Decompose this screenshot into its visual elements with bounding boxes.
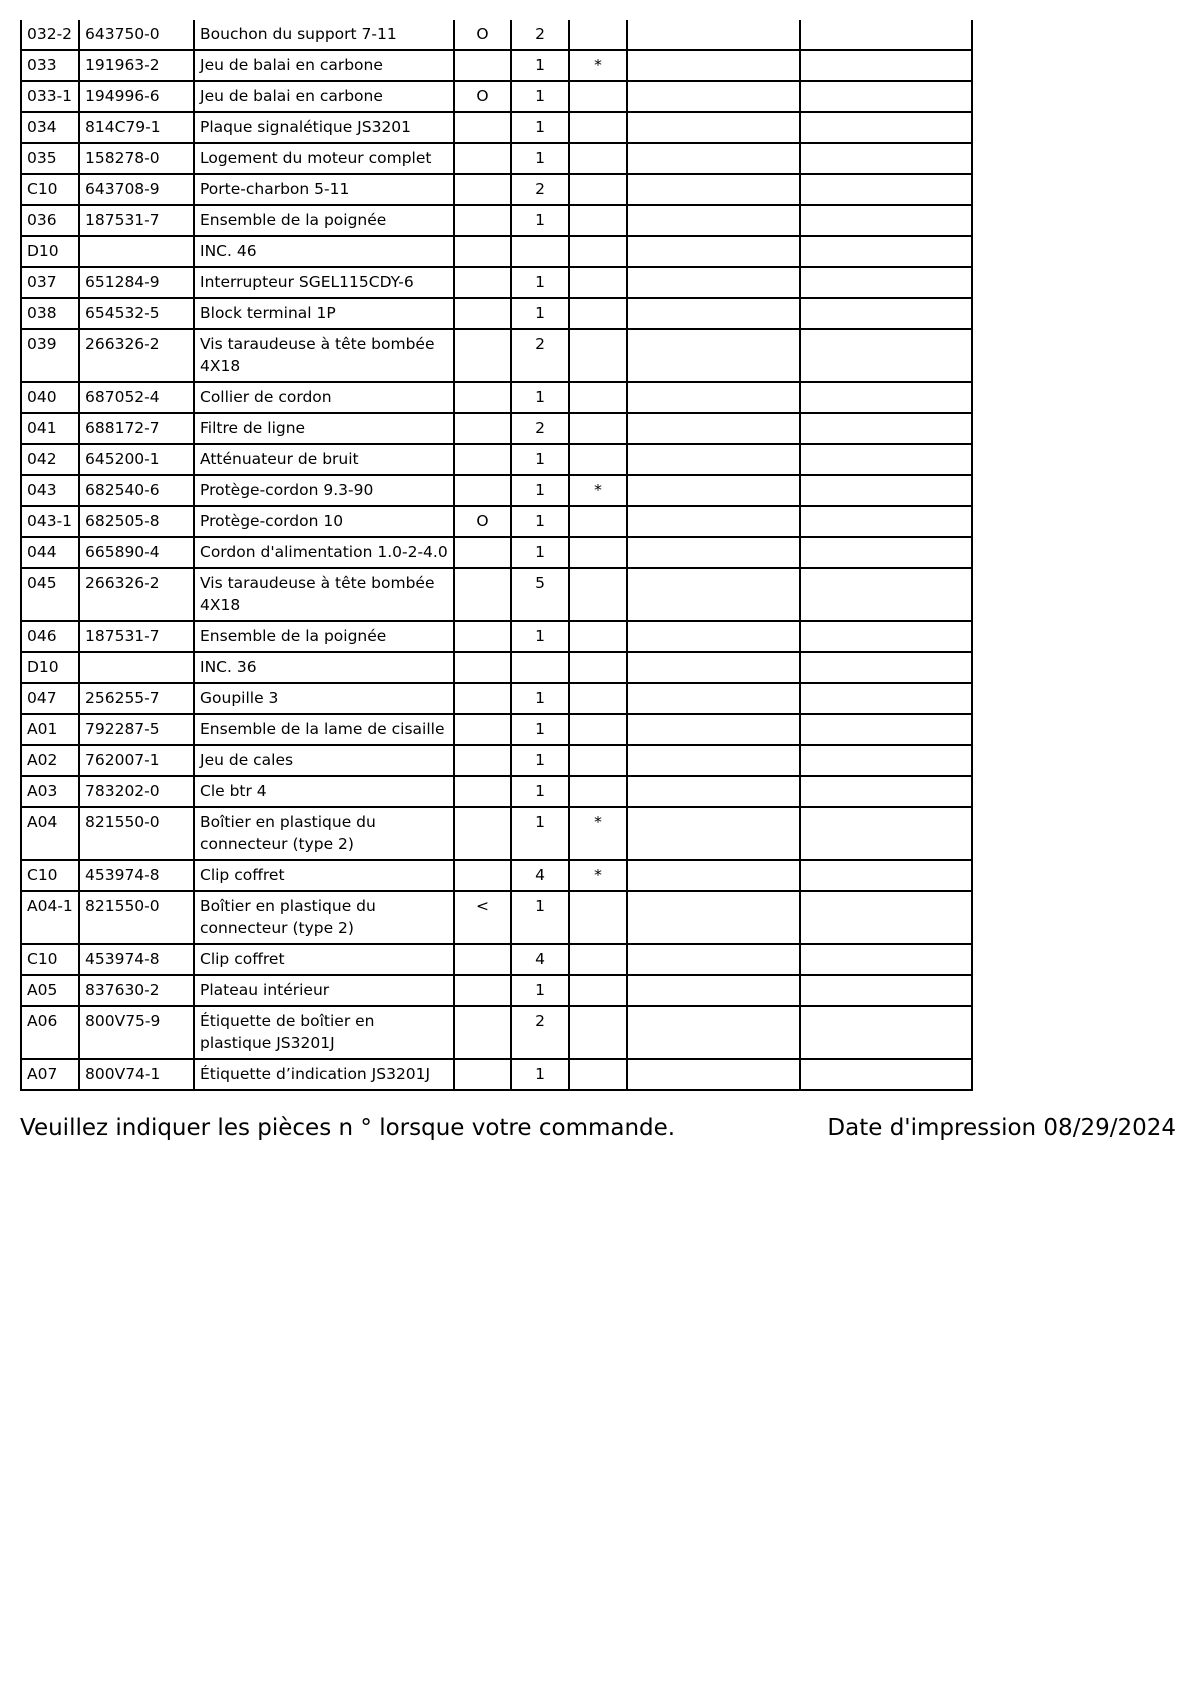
description-cell: Interrupteur SGEL115CDY-6 [194, 267, 454, 298]
part-number-cell: 256255-7 [79, 683, 194, 714]
option-cell [454, 50, 511, 81]
part-number-cell: 821550-0 [79, 807, 194, 860]
description-cell: Porte-charbon 5-11 [194, 174, 454, 205]
ref-cell: 037 [21, 267, 79, 298]
note-cell [569, 236, 627, 267]
ref-cell: 035 [21, 143, 79, 174]
quantity-cell: 1 [511, 776, 569, 807]
empty-cell [627, 475, 800, 506]
description-cell: Protège-cordon 10 [194, 506, 454, 537]
empty-cell [800, 652, 972, 683]
empty-cell [800, 944, 972, 975]
part-number-cell: 688172-7 [79, 413, 194, 444]
quantity-cell: 1 [511, 267, 569, 298]
note-cell: * [569, 860, 627, 891]
table-row [21, 205, 972, 236]
quantity-cell: 1 [511, 112, 569, 143]
table-row [21, 891, 972, 944]
empty-cell [627, 506, 800, 537]
note-cell [569, 891, 627, 944]
note-cell [569, 81, 627, 112]
quantity-cell: 1 [511, 205, 569, 236]
part-number-cell: 814C79-1 [79, 112, 194, 143]
parts-table-body [21, 20, 972, 1090]
empty-cell [800, 891, 972, 944]
quantity-cell: 5 [511, 568, 569, 621]
empty-cell [800, 444, 972, 475]
table-row [21, 267, 972, 298]
option-cell [454, 944, 511, 975]
empty-cell [627, 382, 800, 413]
quantity-cell: 2 [511, 20, 569, 50]
ref-cell: 033-1 [21, 81, 79, 112]
ref-cell: 042 [21, 444, 79, 475]
ref-cell: C10 [21, 944, 79, 975]
note-cell [569, 444, 627, 475]
ref-cell: A02 [21, 745, 79, 776]
quantity-cell: 1 [511, 143, 569, 174]
empty-cell [800, 174, 972, 205]
description-cell: Clip coffret [194, 944, 454, 975]
note-cell [569, 298, 627, 329]
note-cell [569, 621, 627, 652]
quantity-cell: 1 [511, 621, 569, 652]
empty-cell [627, 329, 800, 382]
empty-cell [800, 776, 972, 807]
ref-cell: 044 [21, 537, 79, 568]
part-number-cell: 643708-9 [79, 174, 194, 205]
empty-cell [800, 267, 972, 298]
option-cell: O [454, 81, 511, 112]
description-cell: Plateau intérieur [194, 975, 454, 1006]
ref-cell: 033 [21, 50, 79, 81]
option-cell [454, 714, 511, 745]
empty-cell [800, 50, 972, 81]
empty-cell [800, 807, 972, 860]
part-number-cell: 453974-8 [79, 860, 194, 891]
note-cell [569, 537, 627, 568]
ref-cell: 043 [21, 475, 79, 506]
table-row [21, 382, 972, 413]
option-cell [454, 1059, 511, 1090]
empty-cell [800, 236, 972, 267]
option-cell [454, 413, 511, 444]
quantity-cell: 1 [511, 714, 569, 745]
option-cell [454, 568, 511, 621]
description-cell: Jeu de balai en carbone [194, 50, 454, 81]
note-cell [569, 944, 627, 975]
table-row [21, 413, 972, 444]
option-cell [454, 205, 511, 236]
description-cell: Boîtier en plastique du connecteur (type 2) [194, 891, 454, 944]
table-row [21, 50, 972, 81]
empty-cell [800, 413, 972, 444]
empty-cell [800, 1006, 972, 1059]
description-cell: Étiquette d’indication JS3201J [194, 1059, 454, 1090]
note-cell [569, 329, 627, 382]
option-cell [454, 382, 511, 413]
empty-cell [627, 1006, 800, 1059]
quantity-cell: 1 [511, 683, 569, 714]
empty-cell [627, 205, 800, 236]
ref-cell: A06 [21, 1006, 79, 1059]
empty-cell [800, 683, 972, 714]
option-cell [454, 174, 511, 205]
quantity-cell: 1 [511, 891, 569, 944]
note-cell [569, 205, 627, 236]
quantity-cell: 4 [511, 944, 569, 975]
note-cell [569, 683, 627, 714]
empty-cell [800, 112, 972, 143]
ref-cell: A01 [21, 714, 79, 745]
option-cell [454, 652, 511, 683]
note-cell [569, 745, 627, 776]
empty-cell [627, 745, 800, 776]
ref-cell: 046 [21, 621, 79, 652]
option-cell [454, 1006, 511, 1059]
option-cell: O [454, 506, 511, 537]
description-cell: Filtre de ligne [194, 413, 454, 444]
empty-cell [800, 20, 972, 50]
empty-cell [627, 683, 800, 714]
part-number-cell: 191963-2 [79, 50, 194, 81]
part-number-cell: 651284-9 [79, 267, 194, 298]
empty-cell [627, 652, 800, 683]
option-cell [454, 621, 511, 652]
ref-cell: A05 [21, 975, 79, 1006]
empty-cell [627, 143, 800, 174]
part-number-cell: 800V75-9 [79, 1006, 194, 1059]
part-number-cell: 645200-1 [79, 444, 194, 475]
part-number-cell: 187531-7 [79, 205, 194, 236]
note-cell [569, 267, 627, 298]
empty-cell [627, 413, 800, 444]
part-number-cell: 792287-5 [79, 714, 194, 745]
order-instruction-note: Veuillez indiquer les pièces n ° lorsque votre commande. [20, 1115, 676, 1141]
part-number-cell: 837630-2 [79, 975, 194, 1006]
table-row [21, 944, 972, 975]
table-row [21, 714, 972, 745]
part-number-cell: 762007-1 [79, 745, 194, 776]
description-cell: Goupille 3 [194, 683, 454, 714]
quantity-cell: 2 [511, 174, 569, 205]
table-row [21, 860, 972, 891]
table-row [21, 506, 972, 537]
note-cell [569, 382, 627, 413]
empty-cell [800, 382, 972, 413]
empty-cell [627, 537, 800, 568]
empty-cell [627, 1059, 800, 1090]
option-cell [454, 267, 511, 298]
part-number-cell: 654532-5 [79, 298, 194, 329]
table-row [21, 621, 972, 652]
option-cell [454, 807, 511, 860]
table-row [21, 683, 972, 714]
option-cell [454, 975, 511, 1006]
note-cell [569, 506, 627, 537]
empty-cell [800, 205, 972, 236]
note-cell [569, 776, 627, 807]
table-row [21, 1059, 972, 1090]
empty-cell [627, 944, 800, 975]
empty-cell [800, 1059, 972, 1090]
ref-cell: D10 [21, 236, 79, 267]
table-row [21, 174, 972, 205]
empty-cell [627, 975, 800, 1006]
ref-cell: 034 [21, 112, 79, 143]
empty-cell [800, 506, 972, 537]
ref-cell: C10 [21, 174, 79, 205]
quantity-cell: 1 [511, 807, 569, 860]
empty-cell [800, 568, 972, 621]
option-cell [454, 537, 511, 568]
option-cell: < [454, 891, 511, 944]
part-number-cell: 783202-0 [79, 776, 194, 807]
empty-cell [800, 714, 972, 745]
empty-cell [800, 475, 972, 506]
table-row [21, 537, 972, 568]
option-cell [454, 112, 511, 143]
ref-cell: 045 [21, 568, 79, 621]
parts-table [20, 20, 973, 1091]
ref-cell: 036 [21, 205, 79, 236]
quantity-cell: 4 [511, 860, 569, 891]
part-number-cell: 665890-4 [79, 537, 194, 568]
part-number-cell: 453974-8 [79, 944, 194, 975]
description-cell: Protège-cordon 9.3-90 [194, 475, 454, 506]
empty-cell [627, 50, 800, 81]
print-date: Date d'impression 08/29/2024 [827, 1115, 1176, 1141]
description-cell: Jeu de balai en carbone [194, 81, 454, 112]
empty-cell [627, 267, 800, 298]
empty-cell [627, 81, 800, 112]
table-row [21, 236, 972, 267]
quantity-cell: 1 [511, 50, 569, 81]
quantity-cell: 1 [511, 81, 569, 112]
empty-cell [627, 444, 800, 475]
note-cell [569, 652, 627, 683]
description-cell: Clip coffret [194, 860, 454, 891]
option-cell: O [454, 20, 511, 50]
table-row [21, 568, 972, 621]
ref-cell: C10 [21, 860, 79, 891]
ref-cell: A04-1 [21, 891, 79, 944]
empty-cell [627, 860, 800, 891]
part-number-cell: 800V74-1 [79, 1059, 194, 1090]
empty-cell [627, 298, 800, 329]
quantity-cell: 1 [511, 298, 569, 329]
option-cell [454, 444, 511, 475]
empty-cell [800, 975, 972, 1006]
description-cell: Vis taraudeuse à tête bombée 4X18 [194, 568, 454, 621]
ref-cell: 040 [21, 382, 79, 413]
empty-cell [800, 621, 972, 652]
note-cell: * [569, 807, 627, 860]
option-cell [454, 745, 511, 776]
table-row [21, 776, 972, 807]
table-row [21, 112, 972, 143]
ref-cell: 032-2 [21, 20, 79, 50]
option-cell [454, 298, 511, 329]
note-cell [569, 1006, 627, 1059]
quantity-cell: 1 [511, 506, 569, 537]
ref-cell: D10 [21, 652, 79, 683]
note-cell: * [569, 475, 627, 506]
ref-cell: 047 [21, 683, 79, 714]
description-cell: Cle btr 4 [194, 776, 454, 807]
empty-cell [627, 621, 800, 652]
option-cell [454, 860, 511, 891]
note-cell [569, 714, 627, 745]
part-number-cell: 643750-0 [79, 20, 194, 50]
table-row [21, 20, 972, 50]
part-number-cell: 194996-6 [79, 81, 194, 112]
option-cell [454, 683, 511, 714]
empty-cell [800, 143, 972, 174]
empty-cell [627, 236, 800, 267]
empty-cell [627, 20, 800, 50]
quantity-cell: 2 [511, 329, 569, 382]
table-row [21, 329, 972, 382]
quantity-cell: 1 [511, 975, 569, 1006]
option-cell [454, 475, 511, 506]
quantity-cell: 2 [511, 413, 569, 444]
empty-cell [800, 81, 972, 112]
note-cell [569, 174, 627, 205]
quantity-cell [511, 652, 569, 683]
quantity-cell: 1 [511, 475, 569, 506]
option-cell [454, 776, 511, 807]
ref-cell: A03 [21, 776, 79, 807]
ref-cell: A04 [21, 807, 79, 860]
quantity-cell: 1 [511, 1059, 569, 1090]
part-number-cell: 682540-6 [79, 475, 194, 506]
empty-cell [627, 174, 800, 205]
note-cell [569, 568, 627, 621]
empty-cell [627, 568, 800, 621]
quantity-cell: 1 [511, 382, 569, 413]
table-row [21, 975, 972, 1006]
empty-cell [800, 860, 972, 891]
description-cell: Jeu de cales [194, 745, 454, 776]
table-row [21, 81, 972, 112]
note-cell [569, 20, 627, 50]
note-cell [569, 975, 627, 1006]
description-cell: Boîtier en plastique du connecteur (type 2) [194, 807, 454, 860]
note-cell [569, 413, 627, 444]
empty-cell [627, 807, 800, 860]
description-cell: Ensemble de la poignée [194, 621, 454, 652]
part-number-cell: 158278-0 [79, 143, 194, 174]
part-number-cell: 266326-2 [79, 329, 194, 382]
quantity-cell: 1 [511, 745, 569, 776]
table-row [21, 444, 972, 475]
empty-cell [800, 745, 972, 776]
table-row [21, 652, 972, 683]
table-row [21, 1006, 972, 1059]
empty-cell [627, 776, 800, 807]
empty-cell [800, 298, 972, 329]
description-cell: Bouchon du support 7-11 [194, 20, 454, 50]
description-cell: Atténuateur de bruit [194, 444, 454, 475]
part-number-cell [79, 236, 194, 267]
description-cell: Étiquette de boîtier en plastique JS3201J [194, 1006, 454, 1059]
note-cell [569, 143, 627, 174]
quantity-cell: 1 [511, 444, 569, 475]
option-cell [454, 236, 511, 267]
note-cell [569, 112, 627, 143]
table-row [21, 298, 972, 329]
table-row [21, 807, 972, 860]
quantity-cell: 1 [511, 537, 569, 568]
description-cell: Plaque signalétique JS3201 [194, 112, 454, 143]
ref-cell: 043-1 [21, 506, 79, 537]
ref-cell: A07 [21, 1059, 79, 1090]
empty-cell [627, 714, 800, 745]
option-cell [454, 143, 511, 174]
empty-cell [627, 891, 800, 944]
ref-cell: 038 [21, 298, 79, 329]
quantity-cell: 2 [511, 1006, 569, 1059]
note-cell [569, 1059, 627, 1090]
description-cell: INC. 46 [194, 236, 454, 267]
table-row [21, 745, 972, 776]
description-cell: Block terminal 1P [194, 298, 454, 329]
description-cell: Vis taraudeuse à tête bombée 4X18 [194, 329, 454, 382]
ref-cell: 041 [21, 413, 79, 444]
description-cell: Collier de cordon [194, 382, 454, 413]
part-number-cell: 682505-8 [79, 506, 194, 537]
part-number-cell: 187531-7 [79, 621, 194, 652]
table-row [21, 143, 972, 174]
description-cell: Cordon d'alimentation 1.0-2-4.0 [194, 537, 454, 568]
empty-cell [627, 112, 800, 143]
ref-cell: 039 [21, 329, 79, 382]
empty-cell [800, 537, 972, 568]
part-number-cell: 266326-2 [79, 568, 194, 621]
quantity-cell [511, 236, 569, 267]
option-cell [454, 329, 511, 382]
description-cell: INC. 36 [194, 652, 454, 683]
part-number-cell: 687052-4 [79, 382, 194, 413]
part-number-cell: 821550-0 [79, 891, 194, 944]
part-number-cell [79, 652, 194, 683]
description-cell: Logement du moteur complet [194, 143, 454, 174]
empty-cell [800, 329, 972, 382]
note-cell: * [569, 50, 627, 81]
description-cell: Ensemble de la lame de cisaille [194, 714, 454, 745]
table-row [21, 475, 972, 506]
description-cell: Ensemble de la poignée [194, 205, 454, 236]
